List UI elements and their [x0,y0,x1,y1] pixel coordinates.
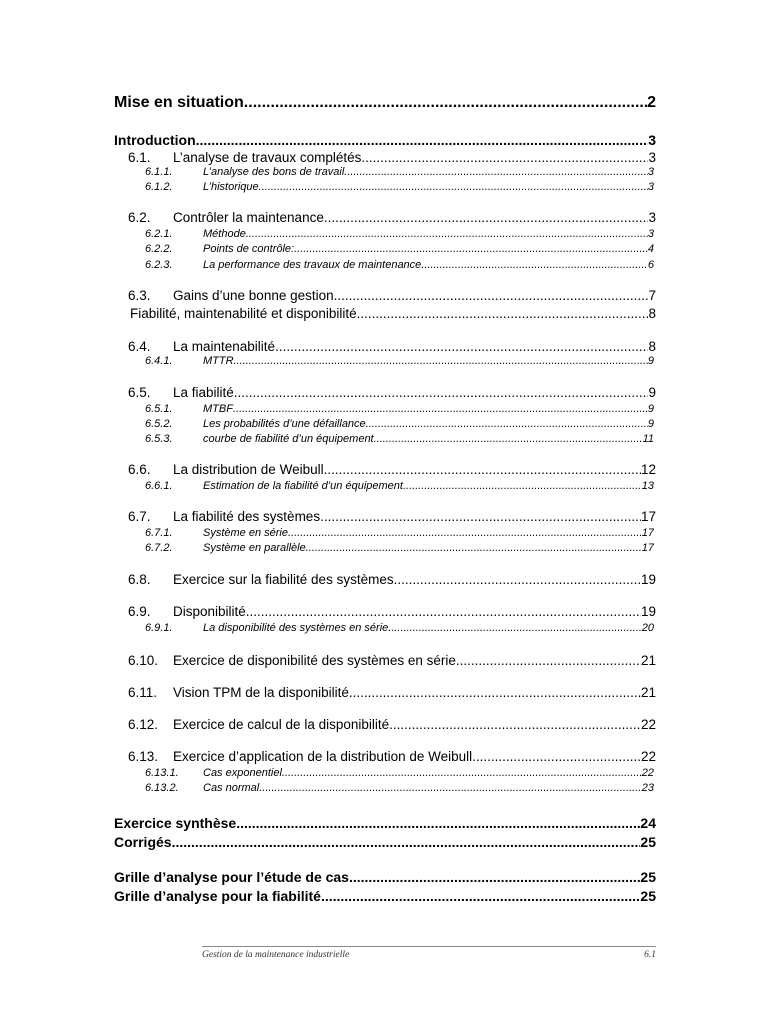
toc-entry-label [145,542,306,554]
toc-entry-title: Gains d’une bonne gestion [173,288,334,303]
toc-entry-page: 3 [648,210,656,225]
toc-leader-dots [236,815,640,831]
toc-entry[interactable] [114,834,656,850]
toc-entry-label [145,355,234,367]
toc-entry-label [145,243,294,255]
toc-leader-dots [389,717,641,732]
toc-entry[interactable] [128,288,656,303]
toc-entry-title: Système en série [203,527,288,539]
toc-leader-dots [294,243,648,255]
toc-entry-label [128,653,456,668]
toc-entry-page: 19 [640,572,656,587]
toc-entry-label [128,572,394,587]
toc-entry-title: Contrôler la maintenance [173,210,324,225]
toc-entry-number: 6.7.2. [145,542,173,554]
toc-entry-number: 6.5. [128,385,151,400]
toc-entry-number: 6.6. [128,462,151,477]
toc-entry[interactable] [128,210,656,225]
toc-entry-title: La fiabilité des systèmes [173,509,321,524]
toc-leader-dots [374,433,643,445]
toc-entry[interactable] [145,418,654,430]
toc-entry-label [145,403,233,415]
toc-entry-label [128,150,361,165]
toc-entry-number: 6.5.2. [145,418,173,430]
toc-leader-dots [306,542,642,554]
toc-entry[interactable] [128,150,656,165]
toc-entry-page: 2 [647,94,656,111]
toc-leader-dots [472,749,641,764]
toc-entry[interactable] [128,462,656,477]
toc-entry-title: La distribution de Weibull [173,462,324,477]
toc-entry-number: 6.5.3. [145,433,173,445]
toc-entry-page: 13 [641,480,654,492]
toc-entry-number: 6.13.2. [145,782,179,794]
toc-entry-number: 6.3. [128,288,151,303]
toc-entry-page: 22 [640,749,656,764]
toc-entry-label [128,339,275,354]
toc-entry-title: La performance des travaux de maintenance [203,259,422,271]
toc-entry-label [128,385,234,400]
toc-entry-title: Grille d’analyse pour la fiabilité [114,888,321,904]
toc-entry[interactable] [114,815,656,831]
toc-leader-dots [234,385,649,400]
toc-leader-dots [233,403,648,415]
toc-entry-title: Mise en situation [114,94,244,111]
toc-entry[interactable] [128,509,656,524]
toc-entry-label [145,767,282,779]
toc-leader-dots [366,418,648,430]
toc-entry-page: 8 [648,339,656,354]
toc-entry-page: 12 [640,462,656,477]
toc-leader-dots [196,132,649,148]
toc-leader-dots [244,94,647,112]
toc-leader-dots [344,166,648,178]
toc-entry-number: 6.9.1. [145,622,173,634]
toc-entry-label [128,509,320,524]
toc-entry-number: 6.12. [128,717,159,732]
toc-entry-title: Fiabilité, maintenabilité et disponibilité [130,306,357,321]
toc-entry-title: Cas normal [203,782,260,794]
toc-entry-label [145,259,421,271]
toc-entry-title: MTTR [203,355,234,367]
toc-entry-page: 17 [641,542,654,554]
toc-entry-title: Grille d’analyse pour l’étude de cas [114,869,349,885]
toc-entry[interactable] [128,653,656,668]
toc-entry-label [114,869,349,885]
toc-entry-number: 6.5.1. [145,403,173,415]
toc-entry-page: 9 [647,418,654,430]
toc-leader-dots [349,685,641,700]
toc-entry-title: Système en parallèle [203,542,306,554]
toc-entry-title: Estimation de la fiabilité d’un équipement [203,480,403,492]
toc-entry-title: L’analyse de travaux complétés [173,150,362,165]
toc-leader-dots [324,210,649,225]
toc-entry-page: 3 [647,181,654,193]
toc-entry[interactable] [128,604,656,619]
toc-entry-page: 21 [640,685,656,700]
toc-entry[interactable] [114,888,656,904]
toc-entry-label [128,288,334,303]
toc-entry-page: 7 [648,288,656,303]
toc-entry-label [145,527,288,539]
toc-entry-label [128,685,349,700]
toc-entry[interactable] [128,749,656,764]
toc-entry-label [145,228,246,240]
toc-entry-page: 3 [648,132,656,148]
toc-entry-label [145,782,259,794]
toc-entry-number: 6.1.1. [145,166,173,178]
toc-entry-page: 25 [640,869,656,885]
toc-entry-page: 3 [647,166,654,178]
toc-entry[interactable] [145,542,654,554]
toc-entry-label [114,94,244,112]
toc-entry[interactable] [145,433,654,445]
toc-entry-page: 21 [640,653,656,668]
toc-entry-number: 6.9. [128,604,151,619]
toc-entry-page: 9 [647,403,654,415]
toc-entry-page: 3 [648,150,656,165]
toc-entry-page: 23 [641,782,654,794]
toc-leader-dots [172,834,641,850]
toc-entry[interactable] [114,132,656,148]
toc-entry-page: 25 [640,888,656,904]
toc-entry-page: 6 [647,259,654,271]
toc-leader-dots [246,604,641,619]
toc-entry[interactable] [128,385,656,400]
toc-entry-title: L’analyse des bons de travail [203,166,345,178]
toc-entry[interactable] [130,306,656,321]
toc-entry-number: 6.4.1. [145,355,173,367]
toc-entry-title: Les probabilités d’une défaillance [203,418,366,430]
toc-entry[interactable] [145,767,654,779]
toc-entry[interactable] [128,717,656,732]
toc-leader-dots [388,622,641,634]
toc-entry-title: Vision TPM de la disponibilité [173,685,349,700]
toc-entry-page: 9 [647,355,654,367]
toc-entry-number: 6.7. [128,509,151,524]
toc-entry[interactable] [128,685,656,700]
toc-entry-label [114,888,321,904]
toc-entry-number: 6.4. [128,339,151,354]
toc-entry-page: 8 [648,306,656,321]
toc-entry-number: 6.6.1. [145,480,173,492]
toc-entry-label [145,166,344,178]
toc-leader-dots [246,228,648,240]
toc-entry-label [114,132,196,148]
toc-entry-title: L’historique [203,181,259,193]
toc-leader-dots [361,150,648,165]
toc-entry-title: MTBF [203,403,233,415]
toc-leader-dots [282,767,642,779]
toc-entry-page: 19 [640,604,656,619]
toc-leader-dots [234,355,648,367]
toc-leader-dots [321,888,640,904]
toc-leader-dots [275,339,648,354]
toc-entry[interactable] [114,869,656,885]
toc-entry-page: 25 [640,834,656,850]
toc-leader-dots [357,306,649,321]
toc-entry-label [145,622,388,634]
toc-entry-label [145,433,374,445]
toc-entry-number: 6.2.1. [145,228,173,240]
toc-entry-page: 11 [642,433,654,445]
toc-leader-dots [259,181,648,193]
toc-entry-label [145,480,403,492]
toc-leader-dots [259,782,642,794]
toc-entry[interactable] [128,339,656,354]
toc-entry-label [114,834,172,850]
toc-entry-title: La fiabilité [173,385,234,400]
footer-page-number: 6.1 [644,950,656,960]
toc-entry-label [114,815,236,831]
toc-entry-label [130,306,357,321]
toc-leader-dots [421,259,648,271]
toc-entry-number: 6.13. [128,749,159,764]
toc-entry[interactable] [145,166,654,178]
toc-entry-label [128,749,472,764]
toc-leader-dots [349,869,640,885]
toc-leader-dots [288,527,642,539]
toc-entry-title: Exercice synthèse [114,815,237,831]
toc-entry-number: 6.10. [128,653,159,668]
toc-entry-number: 6.1. [128,150,151,165]
toc-entry-title: Introduction [114,132,196,148]
toc-entry-page: 22 [640,717,656,732]
toc-entry-number: 6.2.3. [145,259,173,271]
toc-entry-number: 6.8. [128,572,151,587]
toc-entry-label [128,462,324,477]
toc-entry-page: 22 [641,767,654,779]
toc-entry[interactable] [114,94,656,112]
toc-leader-dots [403,480,642,492]
toc-entry-label [145,418,366,430]
toc-entry-page: 4 [647,243,654,255]
toc-entry-number: 6.2. [128,210,151,225]
toc-entry[interactable] [145,527,654,539]
toc-entry-page: 3 [647,228,654,240]
toc-entry-number: 6.7.1. [145,527,173,539]
toc-entry-page: 20 [641,622,654,634]
toc-entry-page: 24 [640,815,656,831]
toc-entry[interactable] [145,355,654,367]
toc-leader-dots [334,288,649,303]
toc-entry-label [145,181,259,193]
toc-entry-title: courbe de fiabilité d’un équipement [203,433,374,445]
toc-entry-title: La disponibilité des systèmes en série [203,622,389,634]
toc-entry-title: Méthode [203,228,246,240]
toc-entry[interactable] [145,782,654,794]
toc-entry-number: 6.1.2. [145,181,173,193]
toc-entry-title: Points de contrôle: [203,243,295,255]
toc-entry-title: La maintenabilité [173,339,276,354]
toc-entry-label [128,604,246,619]
toc-entry-title: Exercice sur la fiabilité des systèmes [173,572,394,587]
toc-entry-title: Exercice de disponibilité des systèmes en série [173,653,456,668]
toc-entry-title: Cas exponentiel [203,767,282,779]
footer-rule [202,946,656,947]
toc-entry[interactable] [145,403,654,415]
toc-entry[interactable] [145,259,654,271]
toc-entry-title: Corrigés [114,834,172,850]
toc-entry[interactable] [145,622,654,634]
toc-entry[interactable] [145,228,654,240]
toc-entry[interactable] [145,181,654,193]
toc-entry-label [128,210,324,225]
toc-leader-dots [456,653,641,668]
toc-leader-dots [320,509,641,524]
footer-title: Gestion de la maintenance industrielle [202,950,350,960]
toc-leader-dots [394,572,641,587]
toc-entry-number: 6.11. [128,685,158,700]
toc-entry-title: Disponibilité [173,604,246,619]
toc-entry-title: Exercice d’application de la distribution de Weibull [173,749,473,764]
toc-entry-page: 9 [648,385,656,400]
toc-entry[interactable] [145,480,654,492]
toc-entry-label [128,717,389,732]
toc-entry-page: 17 [640,509,656,524]
toc-entry[interactable] [145,243,654,255]
toc-entry[interactable] [128,572,656,587]
toc-leader-dots [324,462,641,477]
toc-entry-title: Exercice de calcul de la disponibilité [173,717,390,732]
toc-entry-number: 6.2.2. [145,243,173,255]
toc-entry-page: 17 [641,527,654,539]
toc-entry-number: 6.13.1. [145,767,179,779]
